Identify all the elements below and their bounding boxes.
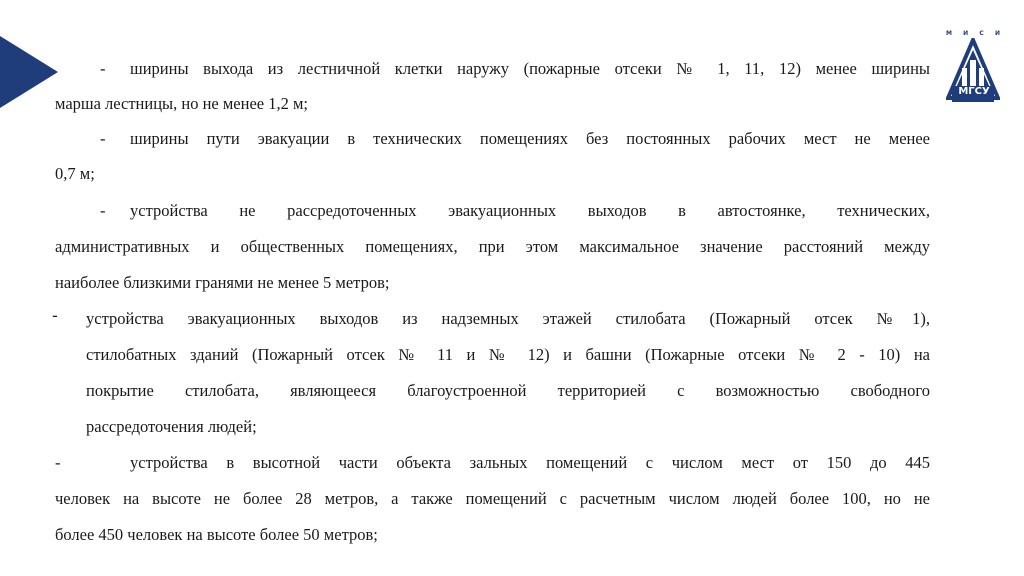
logo-name: МГСУ	[958, 86, 990, 97]
paragraph-line: человек на высоте не более 28 метров, а также помещений с расчетным числом людей более 100, но не	[55, 489, 930, 508]
paragraph-line: более 450 человек на высоте более 50 метров;	[55, 525, 378, 544]
list-marker: -	[100, 59, 106, 78]
list-marker: -	[52, 306, 58, 325]
paragraph-line: стилобатных зданий (Пожарный отсек № 11 и № 12) и башни (Пожарные отсеки № 2 - 10) на	[86, 345, 930, 364]
logo-letter: И	[963, 30, 969, 37]
paragraph-line: устройства не рассредоточенных эвакуационных выходов в автостоянке, технических,	[130, 201, 930, 220]
list-marker: -	[100, 201, 106, 220]
paragraph-line: административных и общественных помещениях, при этом максимальное значение расстояний между	[55, 237, 930, 256]
paragraph-line: рассредоточения людей;	[86, 417, 257, 436]
paragraph-line: 0,7 м;	[55, 164, 95, 183]
logo-letter: С	[979, 30, 984, 37]
paragraph-line: ширины выхода из лестничной клетки наружу (пожарные отсеки № 1, 11, 12) менее ширины	[130, 59, 930, 78]
paragraph-line: ширины пути эвакуации в технических помещениях без постоянных рабочих мест не менее	[130, 129, 930, 148]
logo-letter: М	[946, 30, 952, 37]
list-marker: -	[100, 129, 106, 148]
logo-letter: И	[994, 30, 1000, 37]
list-marker: -	[55, 453, 61, 472]
paragraph-line: покрытие стилобата, являющееся благоустроенной территорией с возможностью свободного	[86, 381, 930, 400]
paragraph-line: устройства в высотной части объекта зальных помещений с числом мест от 150 до 445	[130, 453, 930, 472]
paragraph-line: марша лестницы, но не менее 1,2 м;	[55, 94, 309, 113]
paragraph-line: устройства эвакуационных выходов из надземных этажей стилобата (Пожарный отсек №1),	[86, 309, 930, 328]
paragraph-line: наиболее близкими гранями не менее 5 метров;	[55, 273, 390, 292]
